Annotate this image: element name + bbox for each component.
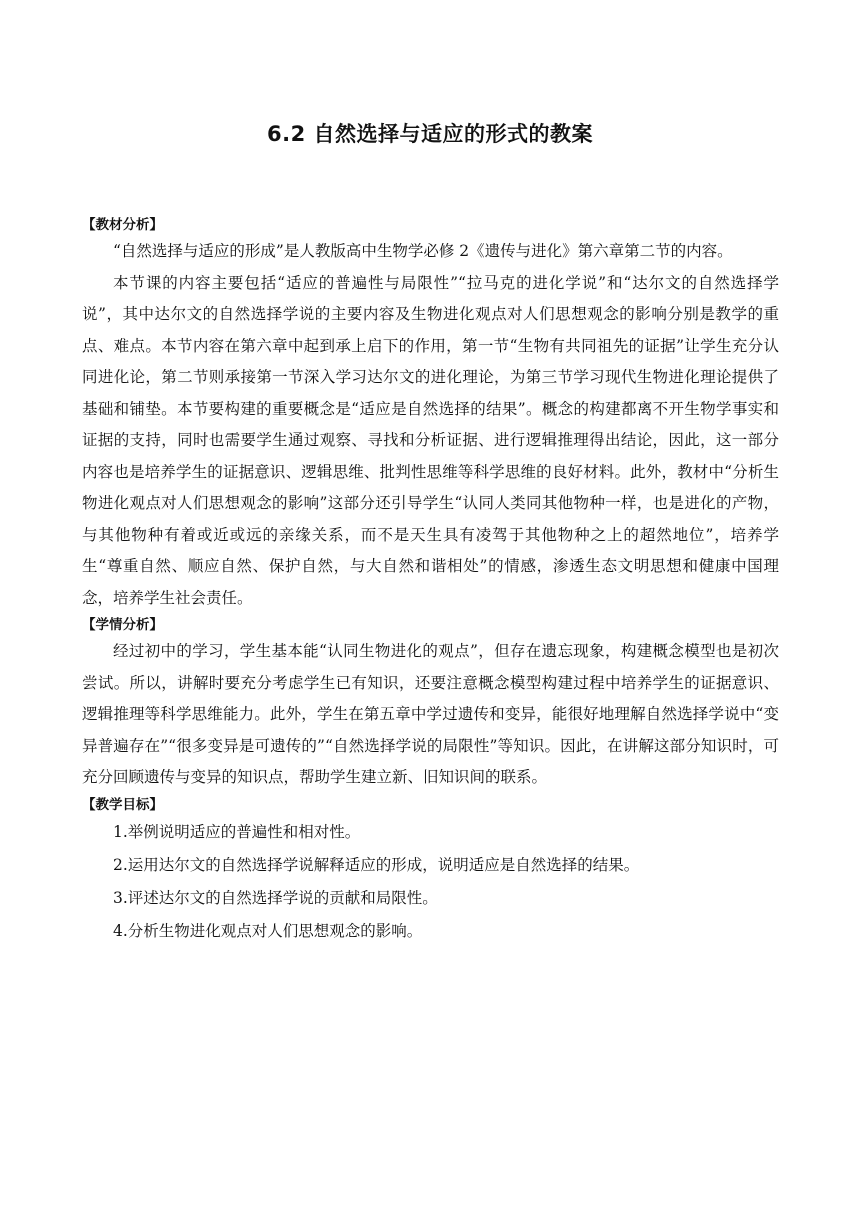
section-heading: 【学情分析】 — [82, 617, 163, 633]
section-teaching-goals — [82, 794, 779, 948]
document-body — [82, 214, 779, 948]
document-title: 6.2 自然选择与适应的形式的教案 — [266, 122, 593, 146]
section-textbook-analysis — [82, 214, 779, 614]
paragraph: “自然选择与适应的形成”是人教版高中生物学必修 2《遗传与进化》第六章第二节的内容。 — [113, 242, 733, 260]
section-heading: 【教材分析】 — [82, 217, 163, 233]
section-heading: 【教学目标】 — [82, 796, 163, 813]
goal-item: 3.评述达尔文的自然选择学说的贡献和局限性。 — [113, 888, 438, 907]
paragraph: 本节课的内容主要包括“适应的普遍性与局限性”“拉马克的进化学说”和“达尔文的自然选择学说”，其中达尔文的自然选择学说的主要内容及生物进化观点对人们思想观念的影响分别是教学的重点、难点。本节内容在第六章中起到承上启下的作用，第一节“生物有共同祖先的证据”让学生充分认同进化论，第二节则承接第一节深入学习达尔文的进化理论，为第三节学习现代生物进化理论提供了基础和铺垫。本节要构建的重要概念是“适应是自然选择的结果”。概念的构建都离不开生物学事实和证据的支持，同时也需要学生通过观察、寻找和分析证据、进行逻辑推理得出结论，因此，这一部分内容也是培养学生的证据意识、逻辑思维、批判性思维等科学思维的良好材料。此外，教材中“分析生物进化观点对人们思想观念的影响”这部分还引导学生“认同人类同其他物种一样，也是进化的产物，与其他物种有着或近或远的亲缘关系，而不是天生具有凌驾于其他物种之上的超然地位”，培养学生“尊重自然、顺应自然、保护自然，与大自然和谐相处”的情感，渗透生态文明思想和健康中国理念，培养学生社会责任。 — [82, 273, 779, 607]
section-student-analysis — [82, 614, 779, 794]
paragraph: 经过初中的学习，学生基本能“认同生物进化的观点”，但存在遗忘现象，构建概念模型也是初次尝试。所以，讲解时要充分考虑学生已有知识，还要注意概念模型构建过程中培养学生的证据意识、逻辑推理等科学思维能力。此外，学生在第五章中学过遗传和变异，能很好地理解自然选择学说中“变异普遍存在”“很多变异是可遗传的”“自然选择学说的局限性”等知识。因此，在讲解这部分知识时，可充分回顾遗传与变异的知识点，帮助学生建立新、旧知识间的联系。 — [82, 642, 779, 786]
goal-item: 4.分析生物进化观点对人们思想观念的影响。 — [113, 921, 423, 940]
goal-item: 1.举例说明适应的普遍性和相对性。 — [113, 822, 361, 841]
goal-item: 2.运用达尔文的自然选择学说解释适应的形成，说明适应是自然选择的结果。 — [113, 855, 640, 874]
